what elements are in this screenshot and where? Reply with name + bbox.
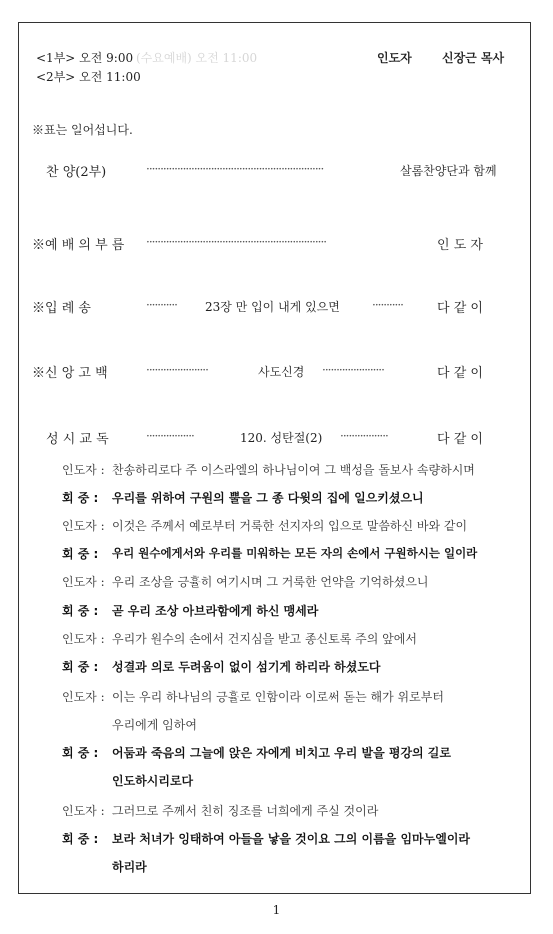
page-number: 1 [272,903,281,917]
faded-background-text: (수요예배) 오전 11:00 [136,51,258,65]
order-item-detail: 120. 성탄절(2) [240,431,323,445]
leader-dots: ··········· [372,298,403,312]
order-item-responsible: 살롬찬양단과 함께 [400,164,497,178]
order-item-title: ※예 배 의 부 름 [32,238,125,253]
reading-text: 이것은 주께서 예로부터 거룩한 선지자의 입으로 말씀하신 바와 같이 [112,519,468,533]
reading-speaker-congregation: 회 중 : [62,832,99,846]
reading-speaker-congregation: 회 중 : [62,491,99,505]
order-item-responsible: 다 같 이 [437,301,483,316]
leader-name: 신장근 목사 [442,51,505,65]
service-time-1: <1부> 오전 9:00 [36,51,134,65]
reading-speaker-leader: 인도자 : [62,463,105,477]
reading-text: 우리가 원수의 손에서 건지심을 받고 종신토록 주의 앞에서 [112,632,417,646]
order-item-responsible: 다 같 이 [437,432,483,447]
reading-text: 이는 우리 하나님의 긍휼로 인함이라 이로써 돋는 해가 위로부터 [112,690,444,704]
order-item-responsible: 인 도 자 [437,238,483,253]
reading-speaker-leader: 인도자 : [62,575,105,589]
reading-speaker-congregation: 회 중 : [62,604,99,618]
reading-text: 성결과 의로 두려움이 없이 섬기게 하리라 하셨도다 [112,660,381,674]
leader-label: 인도자 [377,51,412,65]
reading-text: 찬송하리로다 주 이스라엘의 하나님이여 그 백성을 돌보사 속량하시며 [112,463,475,477]
reading-speaker-congregation: 회 중 : [62,746,99,760]
reading-text: 곧 우리 조상 아브라함에게 하신 맹세라 [112,604,319,618]
reading-text-continued: 하리라 [112,860,147,874]
leader-dots: ······················ [146,363,208,377]
leader-dots: ······················ [322,363,384,377]
reading-speaker-leader: 인도자 : [62,632,105,646]
order-item-detail: 23장 만 입이 내게 있으면 [205,300,340,314]
reading-text-continued: 인도하시리로다 [112,774,194,788]
reading-speaker-congregation: 회 중 : [62,547,99,561]
reading-speaker-congregation: 회 중 : [62,660,99,674]
reading-text: 어둠과 죽음의 그늘에 앉은 자에게 비치고 우리 발을 평강의 길로 [112,746,451,760]
reading-speaker-leader: 인도자 : [62,804,105,818]
leader-dots: ················· [146,429,194,443]
reading-text: 우리 원수에게서와 우리를 미워하는 모든 자의 손에서 구원하시는 일이라 [112,546,478,560]
order-item-detail: 사도신경 [258,365,305,379]
reading-text: 우리 조상을 긍휼히 여기시며 그 거룩한 언약을 기억하셨으니 [112,575,429,589]
standing-note: ※표는 일어섭니다. [32,123,133,137]
bulletin-page-frame [18,22,531,894]
reading-text: 그러므로 주께서 친히 징조를 너희에게 주실 것이라 [112,804,379,818]
leader-dots: ······························································· [146,162,324,176]
order-item-responsible: 다 같 이 [437,366,483,381]
reading-speaker-leader: 인도자 : [62,690,105,704]
reading-text-continued: 우리에게 임하여 [112,718,197,732]
leader-dots: ················· [340,429,388,443]
reading-text: 우리를 위하여 구원의 뿔을 그 종 다윗의 집에 일으키셨으니 [112,491,424,505]
leader-dots: ································································ [146,235,327,249]
leader-dots: ··········· [146,298,177,312]
order-item-title: 찬 양(2부) [46,165,107,180]
order-item-title: 성 시 교 독 [46,432,109,447]
order-item-title: ※신 앙 고 백 [32,366,108,381]
order-item-title: ※입 례 송 [32,301,91,316]
service-time-2: <2부> 오전 11:00 [36,70,141,84]
reading-text: 보라 처녀가 잉태하여 아들을 낳을 것이요 그의 이름을 임마누엘이라 [112,832,471,846]
reading-speaker-leader: 인도자 : [62,519,105,533]
